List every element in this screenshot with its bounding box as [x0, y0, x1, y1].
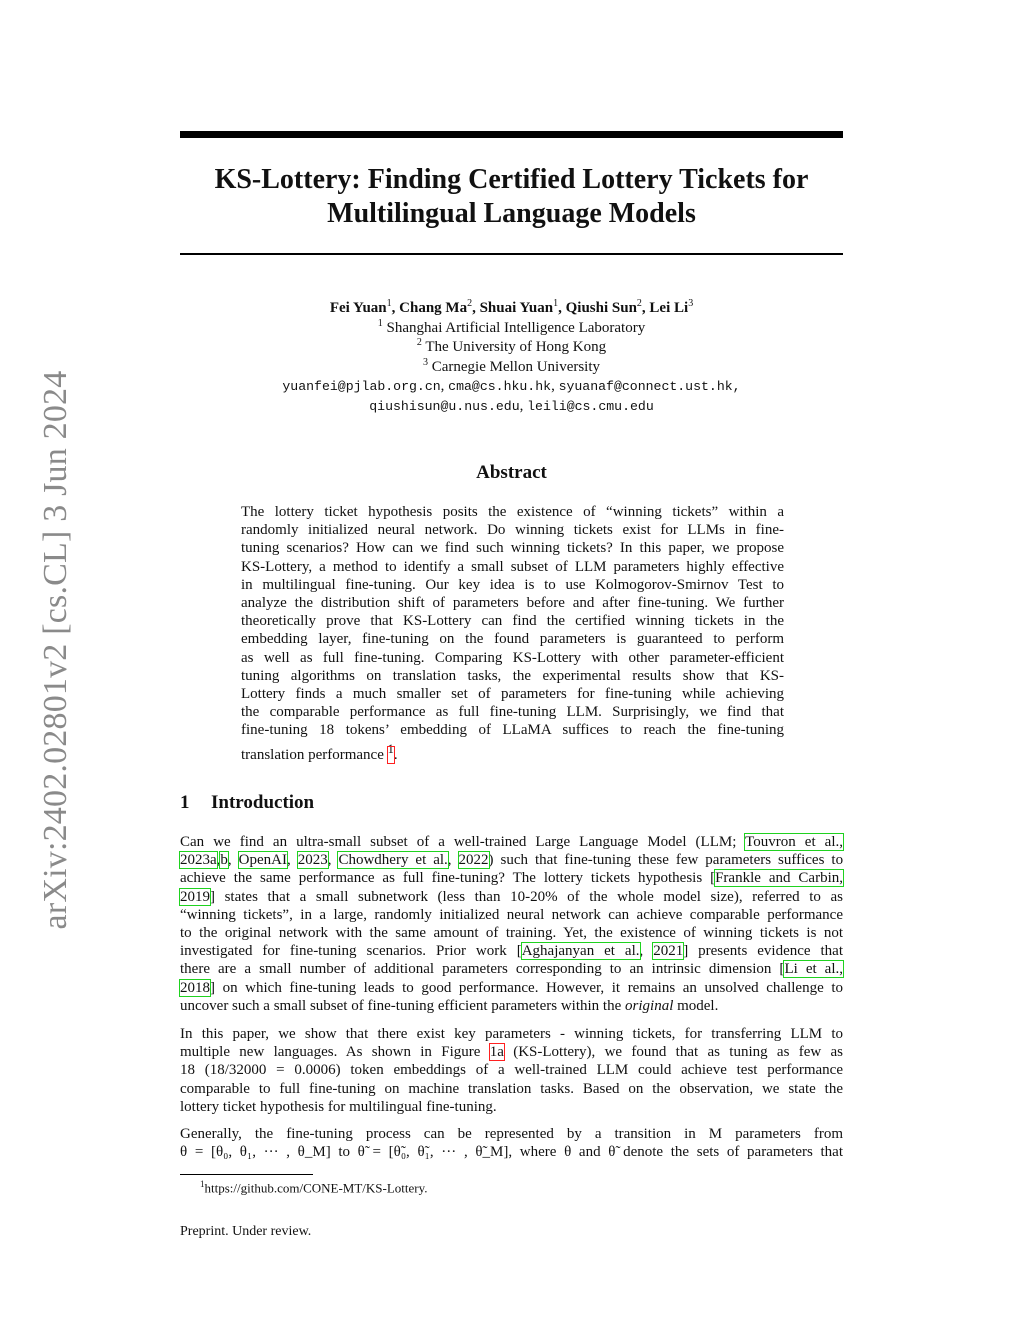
citation-link[interactable]: b [220, 852, 228, 869]
emails-line-2: qiushisun@u.nus.edu, leili@cs.cmu.edu [369, 397, 654, 414]
citation-link[interactable]: 2023 [297, 852, 328, 869]
citation-link[interactable]: 2019 [180, 888, 210, 905]
intro-paragraph-2: In this paper, we show that there exist key parameters - winning tickets, for transferring LLM to multiple new languages. As shown in Figure 1a (KS-Lottery), we found that as tuning as few as 18 (18/32000 = 0.0006) token embeddings of a well-trained LLM could achieve test performance comparable to full fine-tuning on machine translation tasks. Based on the observation, we state the lottery ticket hypothesis for multilingual fine-tuning. [180, 1026, 844, 1115]
abstract-heading: Abstract [476, 462, 547, 483]
affiliation-2: $^2$ The University of Hong Kong [416, 337, 607, 355]
footnote-url-link[interactable]: https://github.com/CONE-MT/KS-Lottery. [204, 1180, 428, 1196]
title-rule-bottom [180, 253, 843, 255]
footer-preprint-note: Preprint. Under review. [180, 1224, 312, 1239]
citation-link[interactable]: Touvron et al., [745, 834, 843, 850]
emails-line-1: yuanfei@pjlab.org.cn, cma@cs.hku.hk, syuanaf@connect.ust.hk, [282, 378, 741, 394]
citation-link[interactable]: 2022 [458, 852, 489, 869]
citation-link[interactable]: Li et al., [784, 961, 844, 978]
email-link[interactable]: leili@cs.cmu.edu [527, 398, 654, 414]
email-link[interactable]: qiushisun@u.nus.edu [369, 398, 520, 414]
paper-title: KS-Lottery: Finding Certified Lottery Tickets for Multilingual Language Models [214, 164, 809, 229]
footnote-ref-link[interactable]: 1 [388, 747, 394, 763]
affiliation-3: $^3$ Carnegie Mellon University [422, 356, 601, 375]
intro-paragraph-3: Generally, the fine-tuning process can be represented by a transition in M parameters from θ = [θ₀, θ₁, ··· , θ_M] to θ̃ = [θ̃₀, θ̃₁, ··· , θ̃_M], where θ and θ̃ denote the sets of parameters that [180, 1126, 843, 1161]
citation-link[interactable]: Aghajanyan et al. [521, 943, 640, 960]
citation-link[interactable]: OpenAI [238, 852, 287, 869]
figure-ref-link[interactable]: 1a [489, 1044, 504, 1061]
citation-link[interactable]: 2018 [180, 979, 210, 996]
title-rule-top [180, 131, 843, 138]
author-names: Fei Yuan$^1$, Chang Ma$^2$, Shuai Yuan$^1$, Qiushi Sun$^2$, Lei Li$^3$ [329, 298, 694, 316]
email-link[interactable]: yuanfei@pjlab.org.cn [282, 379, 441, 394]
footnote-rule [180, 1174, 313, 1175]
email-link[interactable]: syuanaf@connect.ust.hk, [558, 379, 741, 394]
footnote: $^1$https://github.com/CONE-MT/KS-Lottery. [200, 1179, 428, 1196]
section-heading-introduction: 1 Introduction [180, 792, 315, 813]
author-block [180, 299, 843, 416]
email-link[interactable]: cma@cs.hku.hk [448, 379, 552, 394]
citation-link[interactable]: 2023a [180, 852, 217, 869]
affiliation-1: $^1$ Shanghai Artificial Intelligence Laboratory [377, 317, 646, 336]
citation-link[interactable]: Frankle and Carbin, [715, 870, 843, 887]
citation-link[interactable]: Chowdhery et al. [338, 852, 448, 869]
intro-paragraph-1: Can we find an ultra-small subset of a well-trained Large Language Model (LLM; Touvron et al., 2023a,b, OpenAI, 2023, Chowdhery et al., 2022) such that fine-tuning these few parameters suffices to achieve the same performance as full fine-tuning? The lottery tickets hypothesis [Frankle and Carbin, 2019] states that a small subnetwork (less than 10-20% of the whole model size), referred to as “winning tickets”, in a large, randomly initialized neural network can achieve comparable performance to the original network with the same amount of training. Yet, the existence of winning tickets is not investigated for fine-tuning scenarios. Prior work [Aghajanyan et al., 2021] presents evidence that there are a small number of additional parameters corresponding to an intrinsic dimension [Li et al., 2018] on which fine-tuning leads to good performance. However, it remains an unsolved challenge to uncover such a small subset of fine-tuning efficient parameters within the original model. [180, 834, 844, 1014]
citation-link[interactable]: 2021 [653, 943, 684, 960]
abstract-body: The lottery ticket hypothesis posits the existence of “winning tickets” within a randomly initialized neural network. Do winning tickets exist for LLMs in fine- tuning scenarios? How can we find such winning tickets? In this paper, we propose KS-Lottery, a method to identify a small subset of LLM parameters highly effective in multilingual fine-tuning. Our key idea is to use Kolmogorov-Smirnov Test to analyze the distribution shift of parameters before and after fine-tuning. We further theoretically prove that KS-Lottery can find the certified winning tickets in the embedding layer, fine-tuning on the found parameters is guaranteed to perform as well as full fine-tuning. Comparing KS-Lottery with other parameter-efficient tuning algorithms on translation tasks, the experimental results show that KS- Lottery finds a much smaller set of parameters for fine-tuning while achieving the comparable performance as full fine-tuning LLM. Surprisingly, we find that fine-tuning 18 tokens’ embedding of LLaMA suffices to reach the fine-tuning translation performance $^1$. [241, 504, 784, 763]
